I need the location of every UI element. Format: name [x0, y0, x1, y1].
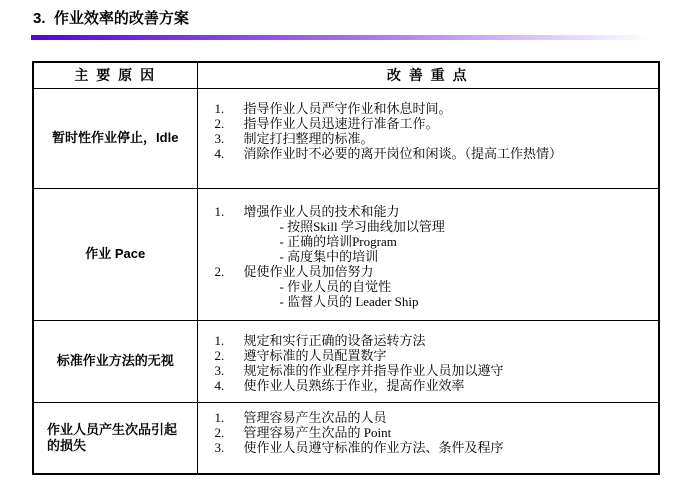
table-row: [33, 188, 659, 320]
item-number: 1.: [214, 203, 225, 219]
item-text: 指导作业人员迅速进行准备工作。: [243, 115, 439, 131]
title-underline-gradient: [31, 35, 655, 40]
item-text: 使作业人员遵守标准的作业方法、条件及程序: [243, 439, 504, 455]
item-number: 2.: [214, 347, 225, 363]
numbered-item: [198, 363, 659, 378]
numbered-item: [198, 131, 659, 146]
cause-cell: 暂时性作业停止，Idle: [33, 88, 197, 188]
item-number: 2.: [214, 263, 225, 279]
item-text: 遵守标准的人员配置数字: [243, 347, 387, 363]
sub-item: - 正确的培训Program: [279, 233, 397, 249]
item-number: 1.: [214, 409, 225, 425]
item-number: 3.: [214, 362, 225, 378]
item-number: 2.: [214, 424, 225, 440]
numbered-item: [198, 425, 659, 440]
table-row: [33, 320, 659, 402]
item-text: 消除作业时不必要的离开岗位和闲谈。（提高工作热情）: [243, 145, 563, 161]
item-text: 增强作业人员的技术和能力: [243, 203, 400, 219]
item-number: 3.: [214, 130, 225, 146]
cause-cell: 标准作业方法的无视: [33, 320, 197, 402]
numbered-item: [198, 378, 659, 393]
improvement-cell: [197, 188, 659, 320]
improvement-cell: [197, 402, 659, 474]
numbered-item: [198, 333, 659, 348]
item-text: 使作业人员熟练于作业，提高作业效率: [243, 377, 465, 393]
numbered-item: [198, 116, 659, 131]
item-text: 规定标准的作业程序并指导作业人员加以遵守: [243, 362, 504, 378]
cause-cell: 作业 Pace: [33, 188, 197, 320]
item-number: 2.: [214, 115, 225, 131]
column-header-cause: 主 要 原 因: [33, 62, 197, 88]
header-row: [33, 62, 659, 88]
numbered-item: [198, 440, 659, 455]
numbered-item: [198, 101, 659, 116]
numbered-item: [198, 348, 659, 363]
item-text: 制定打扫整理的标准。: [243, 130, 374, 146]
item-text: 促使作业人员加倍努力: [243, 263, 374, 279]
item-number: 4.: [214, 377, 225, 393]
column-header-improvement: 改 善 重 点: [197, 62, 659, 88]
item-text: 指导作业人员严守作业和休息时间。: [243, 100, 452, 116]
numbered-item: [198, 204, 659, 219]
improvement-table: [32, 61, 660, 475]
item-number: 3.: [214, 439, 225, 455]
sub-item: - 监督人员的 Leader Ship: [279, 293, 419, 309]
item-text: 管理容易产生次品的人员: [243, 409, 387, 425]
item-number: 4.: [214, 145, 225, 161]
sub-item: - 作业人员的自觉性: [279, 278, 392, 294]
item-number: 1.: [214, 100, 225, 116]
numbered-item: [198, 146, 659, 161]
item-text: 规定和实行正确的设备运转方法: [243, 332, 426, 348]
table-row: [33, 88, 659, 188]
numbered-item: [198, 264, 659, 279]
improvement-cell: [197, 320, 659, 402]
table-row: [33, 402, 659, 474]
sub-item: - 按照Skill 学习曲线加以管理: [279, 218, 445, 234]
numbered-item: [198, 410, 659, 425]
sub-item: - 高度集中的培训: [279, 248, 379, 264]
improvement-cell: [197, 88, 659, 188]
item-number: 1.: [214, 332, 225, 348]
page-title: 3. 作业效率的改善方案: [33, 10, 189, 27]
item-text: 管理容易产生次品的 Point: [243, 424, 392, 440]
cause-cell: 作业人员产生次品引起的损失: [33, 402, 197, 474]
